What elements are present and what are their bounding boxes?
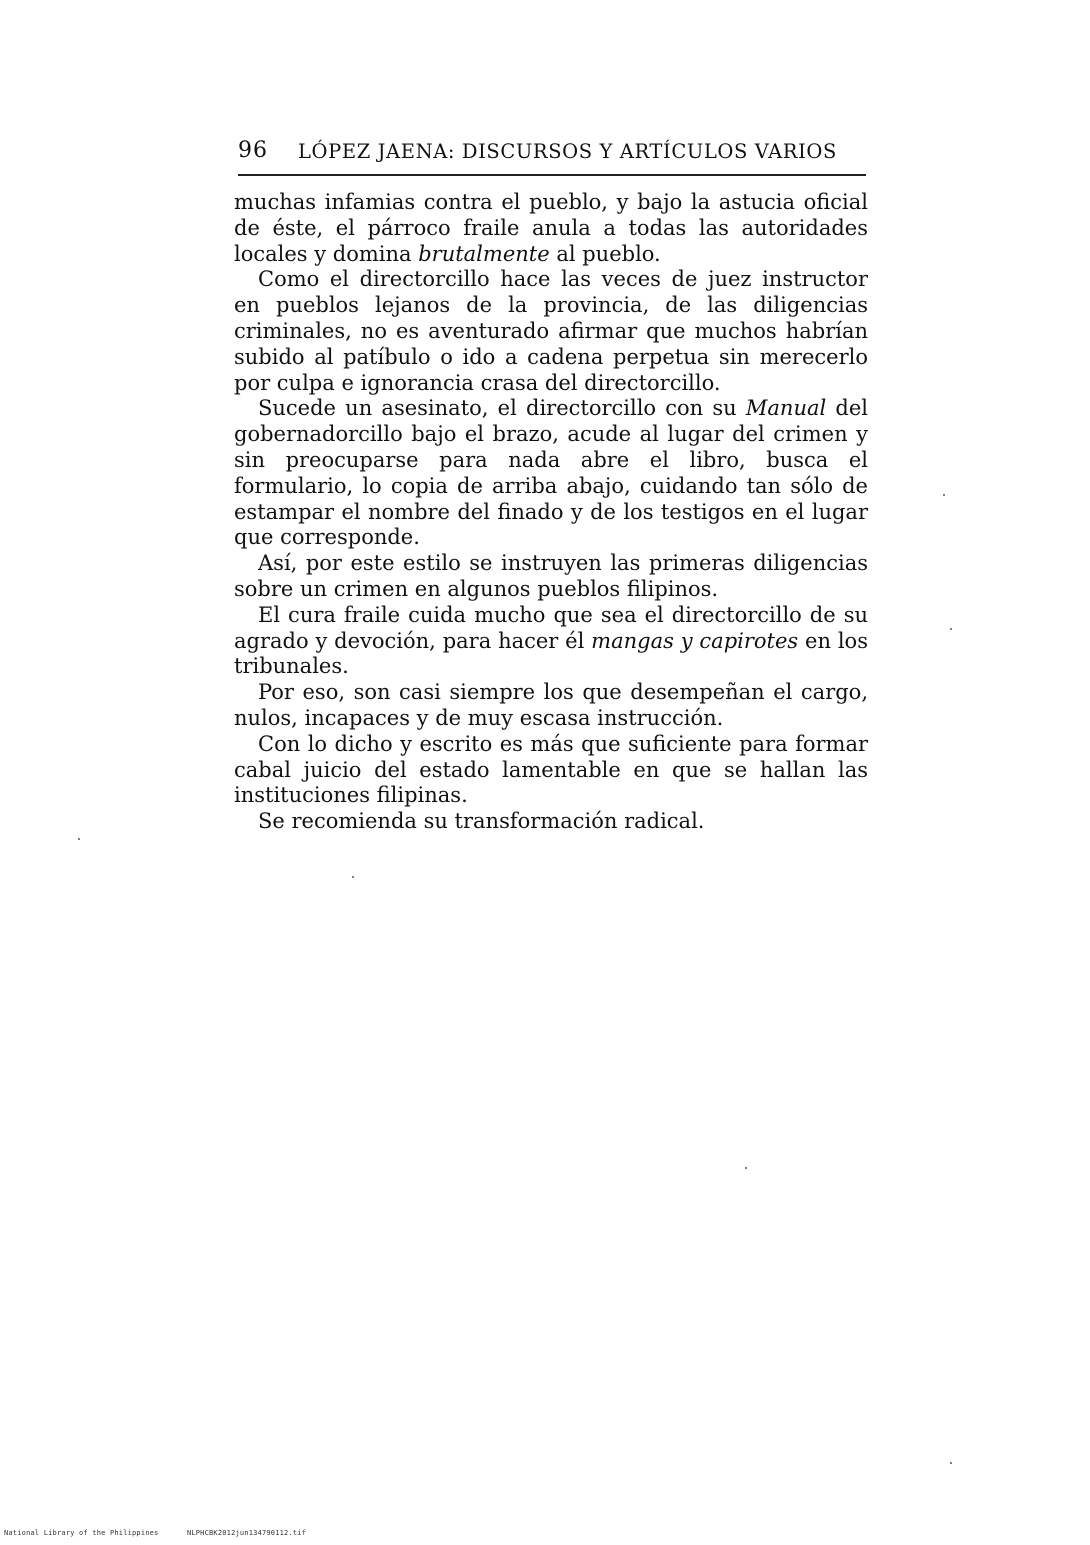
scan-footer <box>4 1529 306 1537</box>
text-run: Así, por este estilo se instruyen las primeras diligencias sobre un crimen en algunos pueblos filipinos. <box>234 551 868 601</box>
italic-text: Manual <box>745 396 827 421</box>
paragraph <box>234 396 868 551</box>
text-run: El cura fraile cuida mucho que sea el directorcillo de su agrado y devoción, para hacer él <box>234 602 868 653</box>
body-text <box>234 190 868 835</box>
text-run: Por eso, son casi siempre los que desempeñan el cargo, nulos, incapaces y de muy escasa instrucción. <box>234 680 868 730</box>
scan-file-id: NLPHCBK2012jun134790112.tif <box>186 1529 307 1537</box>
scan-speck <box>745 1167 747 1169</box>
paragraph <box>234 267 868 396</box>
page-number: 96 <box>238 138 268 163</box>
running-title: LÓPEZ JAENA: DISCURSOS Y ARTÍCULOS VARIOS <box>298 140 837 163</box>
scan-speck <box>943 494 945 496</box>
paragraph <box>234 809 868 835</box>
paragraph <box>234 732 868 809</box>
page-header <box>238 136 866 176</box>
text-run: muchas infamias contra el pueblo, y bajo la astucia oficial de éste, el párroco fraile anula a todas las autoridades locales y domina <box>234 190 868 266</box>
scan-speck <box>950 628 952 630</box>
paragraph <box>234 190 868 267</box>
scan-speck <box>950 1462 952 1464</box>
scan-speck <box>78 838 80 840</box>
library-credit: National Library of the Philippines <box>4 1529 159 1537</box>
text-run: Con lo dicho y escrito es más que suficiente para formar cabal juicio del estado lamentable en que se hallan las instituciones filipinas. <box>234 731 868 808</box>
paragraph <box>234 603 868 680</box>
paragraph <box>234 680 868 732</box>
scan-speck <box>352 876 354 878</box>
italic-text: mangas y capirotes <box>591 628 799 653</box>
text-run: Sucede un asesinato, el directorcillo con su <box>258 396 746 421</box>
paragraph <box>234 551 868 603</box>
italic-text: brutalmente <box>418 241 550 266</box>
text-run: Como el directorcillo hace las veces de juez instructor en pueblos lejanos de la provincia, de las diligencias criminales, no es aventurado afirmar que muchos habrían subido al patíbulo o ido a cadena perpetua sin merecerlo por culpa e ignorancia crasa del directorcillo. <box>234 267 868 395</box>
text-run: en los tribunales. <box>234 628 868 679</box>
text-run: al pueblo. <box>549 241 661 266</box>
text-run: del gobernadorcillo bajo el brazo, acude al lugar del crimen y sin preocuparse para nada abre el libro, busca el formulario, lo copia de arriba abajo, cuidando tan sólo de estampar el nombre del finado y de los testigos en el lugar que corresponde. <box>234 396 869 550</box>
text-run: Se recomienda su transformación radical. <box>258 809 705 834</box>
